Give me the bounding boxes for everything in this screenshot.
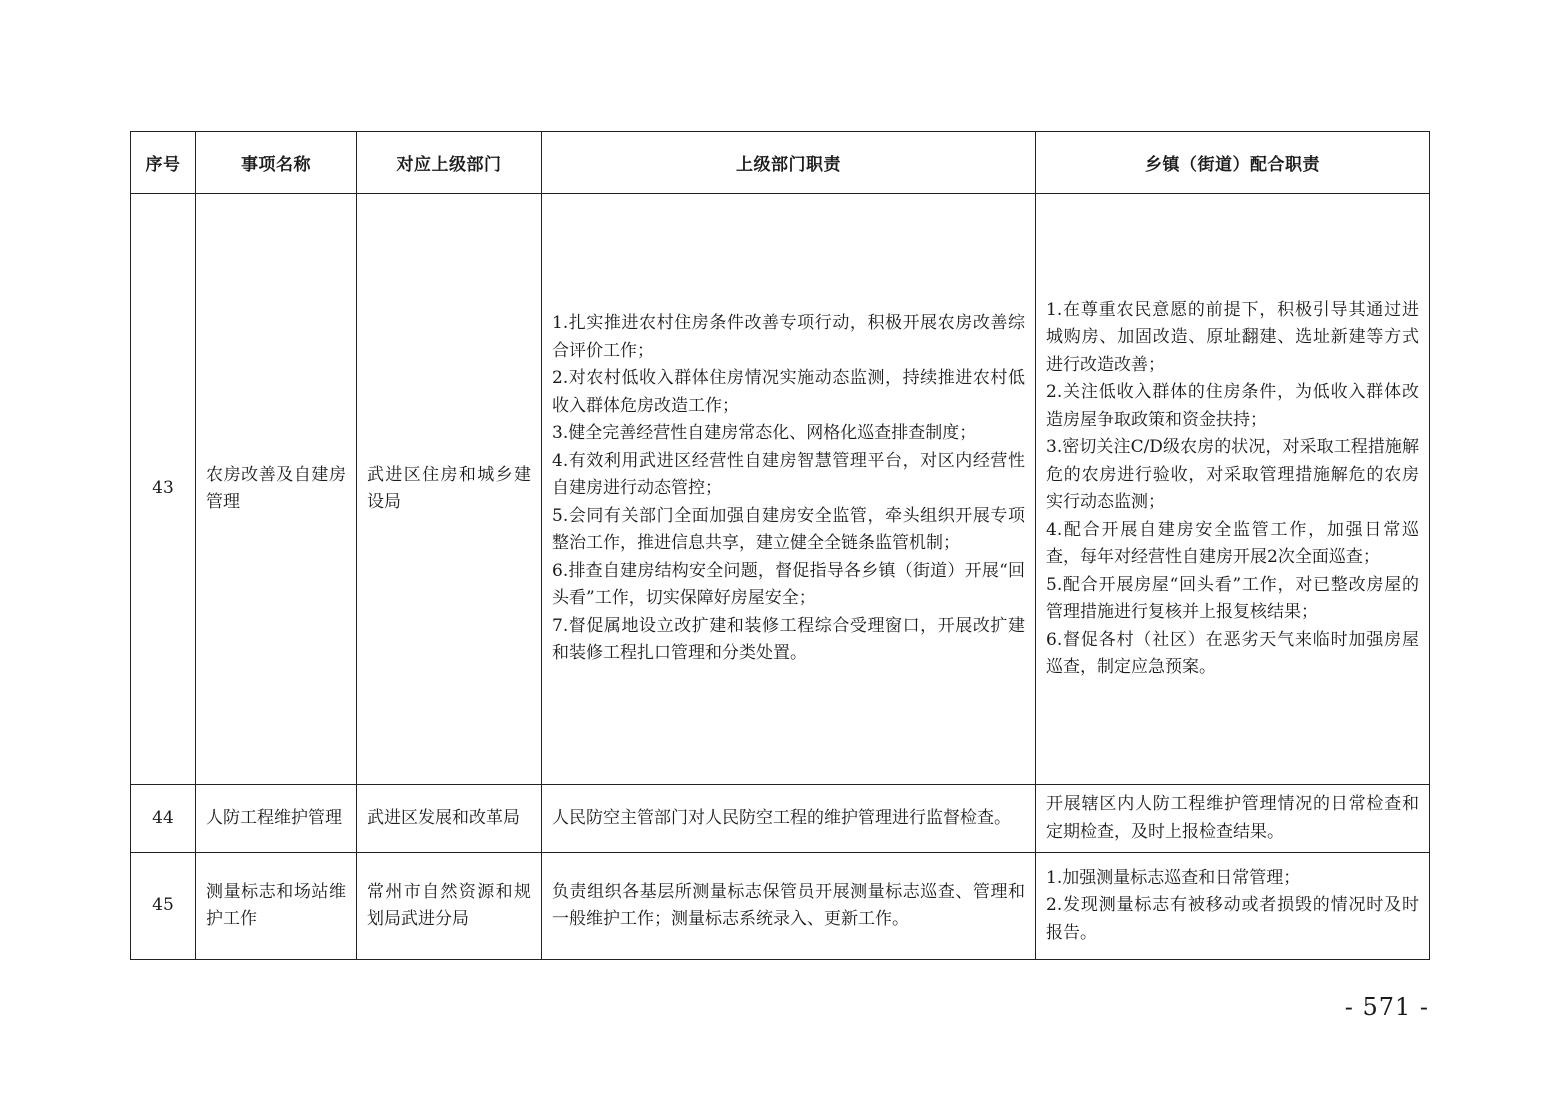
duty-item: 负责组织各基层所测量标志保管员开展测量标志巡查、管理和一般维护工作；测量标志系统录入、更新工作。 [552,881,1025,929]
duty-item: 5.会同有关部门全面加强自建房安全监管，牵头组织开展专项整治工作，推进信息共享，建立健全全链条监管机制； [552,505,1025,554]
township-duties-cell [1036,785,1430,853]
row-number: 45 [131,853,196,960]
duty-item: 7.督促属地设立改扩建和装修工程综合受理窗口，开展改扩建和装修工程扎口管理和分类处置。 [552,615,1025,664]
duty-item: 1.在尊重农民意愿的前提下，积极引导其通过进城购房、加固改造、原址翻建、选址新建等方式进行改造改善； [1046,299,1419,375]
header-superior-department: 对应上级部门 [357,132,542,194]
duty-item: 2.对农村低收入群体住房情况实施动态监测，持续推进农村低收入群体危房改造工作； [552,368,1025,416]
duty-item: 3.密切关注C/D级农房的状况，对采取工程措施解危的农房进行验收，对采取管理措施解危的农房实行动态监测； [1046,437,1419,512]
duty-item: 2.关注低收入群体的住房条件，为低收入群体改造房屋争取政策和资金扶持； [1046,382,1419,430]
superior-department-cell: 武进区住房和城乡建设局 [357,194,542,785]
duty-item: 4.配合开展自建房安全监管工作，加强日常巡查，每年对经营性自建房开展2次全面巡查； [1046,519,1419,567]
item-name-cell: 人防工程维护管理 [196,785,357,853]
township-duties-cell [1036,853,1430,960]
header-superior-duties: 上级部门职责 [542,132,1036,194]
duty-item: 1.扎实推进农村住房条件改善专项行动，积极开展农房改善综合评价工作； [552,313,1025,361]
duty-item: 4.有效利用武进区经营性自建房智慧管理平台，对区内经营性自建房进行动态管控； [552,450,1025,499]
superior-duties-cell [542,785,1036,853]
row-number: 44 [131,785,196,853]
row-number: 43 [131,194,196,785]
table-row [131,785,1430,853]
duty-item: 3.健全完善经营性自建房常态化、网格化巡查排查制度； [552,423,977,444]
table-row [131,853,1430,960]
header-item-name: 事项名称 [196,132,357,194]
superior-duties-cell [542,194,1036,785]
duty-item: 6.督促各村（社区）在恶劣天气来临时加强房屋巡查，制定应急预案。 [1046,629,1419,677]
table-header-row [131,132,1430,194]
township-duties-cell [1036,194,1430,785]
table-row [131,194,1430,785]
duties-table [130,131,1430,960]
duty-item: 人民防空主管部门对人民防空工程的维护管理进行监督检查。 [552,807,1011,828]
duty-item: 2.发现测量标志有被移动或者损毁的情况时及时报告。 [1046,895,1419,943]
page-number: - 571 - [1344,993,1429,1021]
item-name-cell: 农房改善及自建房管理 [196,194,357,785]
duty-item: 1.加强测量标志巡查和日常管理； [1046,867,1301,888]
superior-duties-cell [542,853,1036,960]
duty-item: 6.排查自建房结构安全问题，督促指导各乡镇（街道）开展“回头看”工作，切实保障好房屋安全； [552,560,1025,609]
header-number: 序号 [131,132,196,194]
superior-department-cell: 武进区发展和改革局 [357,785,542,853]
header-township-duties: 乡镇（街道）配合职责 [1036,132,1430,194]
duty-item: 开展辖区内人防工程维护管理情况的日常检查和定期检查，及时上报检查结果。 [1046,794,1419,842]
superior-department-cell: 常州市自然资源和规划局武进分局 [357,853,542,960]
duty-item: 5.配合开展房屋“回头看”工作，对已整改房屋的管理措施进行复核并上报复核结果； [1046,574,1419,622]
item-name-cell: 测量标志和场站维护工作 [196,853,357,960]
